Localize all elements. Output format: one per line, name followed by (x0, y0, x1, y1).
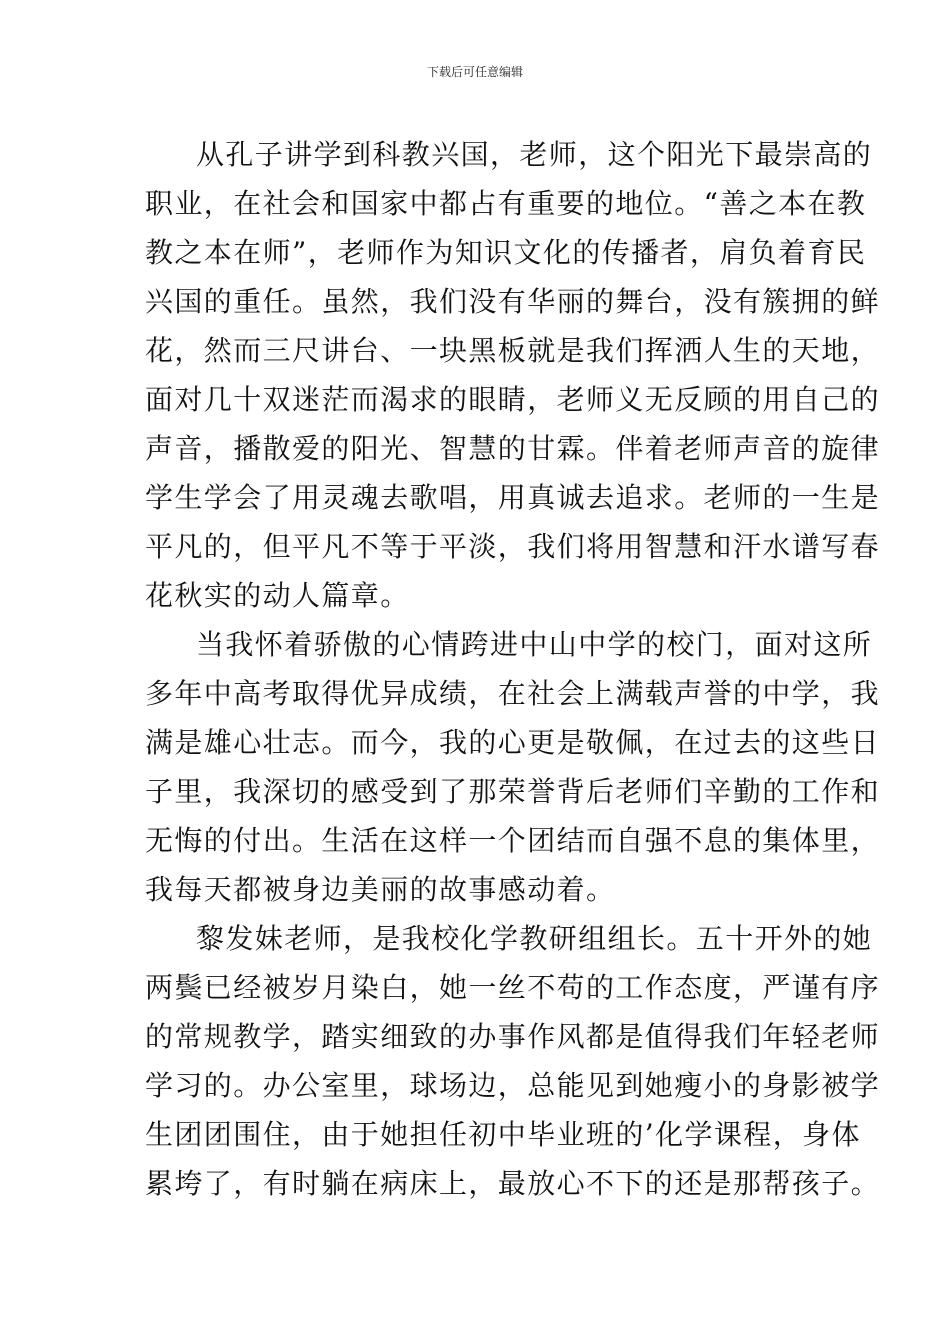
page-header-note: 下载后可任意编辑 (426, 65, 523, 79)
body-line: 花秋实的动人篇章。 (145, 579, 410, 612)
body-line: 职业，在社会和国家中都占有重要的地位。“善之本在教 (145, 187, 867, 220)
body-line: 教之本在师”，老师作为知识文化的传播者，肩负着育民 (145, 236, 867, 269)
body-line: 学习的。办公室里，球场边，总能见到她瘦小的身影被学 (145, 1069, 881, 1102)
body-line: 我每天都被身边美丽的故事感动着。 (145, 873, 616, 906)
body-line: 花，然而三尺讲台、一块黑板就是我们挥洒人生的天地， (145, 334, 881, 367)
body-line: 子里，我深切的感受到了那荣誉背后老师们辛勤的工作和 (145, 775, 881, 808)
body-line: 兴国的重任。虽然，我们没有华丽的舞台，没有簇拥的鲜 (145, 285, 881, 318)
body-line: 学生学会了用灵魂去歌唱，用真诚去追求。老师的一生是 (145, 481, 881, 514)
body-line: 平凡的，但平凡不等于平淡，我们将用智慧和汗水谱写春 (145, 530, 881, 563)
body-line: 累垮了，有时躺在病床上，最放心不下的还是那帮孩子。 (145, 1167, 881, 1200)
body-line: 两鬓已经被岁月染白，她一丝不苟的工作态度，严谨有序 (145, 971, 881, 1004)
body-line: 多年中高考取得优异成绩，在社会上满载声誉的中学，我 (145, 677, 881, 710)
body-line: 声音，播散爱的阳光、智慧的甘霖。伴着老师声音的旋律 (145, 432, 881, 465)
body-line: 当我怀着骄傲的心情跨进中山中学的校门，面对这所 (196, 628, 873, 661)
body-line: 无悔的付出。生活在这样一个团结而自强不息的集体里， (145, 824, 881, 857)
body-line: 满是雄心壮志。而今，我的心更是敬佩，在过去的这些日 (145, 726, 881, 759)
body-line: 的常规教学，踏实细致的办事作风都是值得我们年轻老师 (145, 1020, 881, 1053)
body-line: 黎发妹老师，是我校化学教研组组长。五十开外的她 (196, 922, 873, 955)
body-line: 生团团围住，由于她担任初中毕业班的’化学课程，身体 (145, 1118, 861, 1151)
body-line: 从孔子讲学到科教兴国，老师，这个阳光下最崇高的 (196, 138, 873, 171)
body-line: 面对几十双迷茫而渴求的眼睛，老师义无反顾的用自己的 (145, 383, 881, 416)
